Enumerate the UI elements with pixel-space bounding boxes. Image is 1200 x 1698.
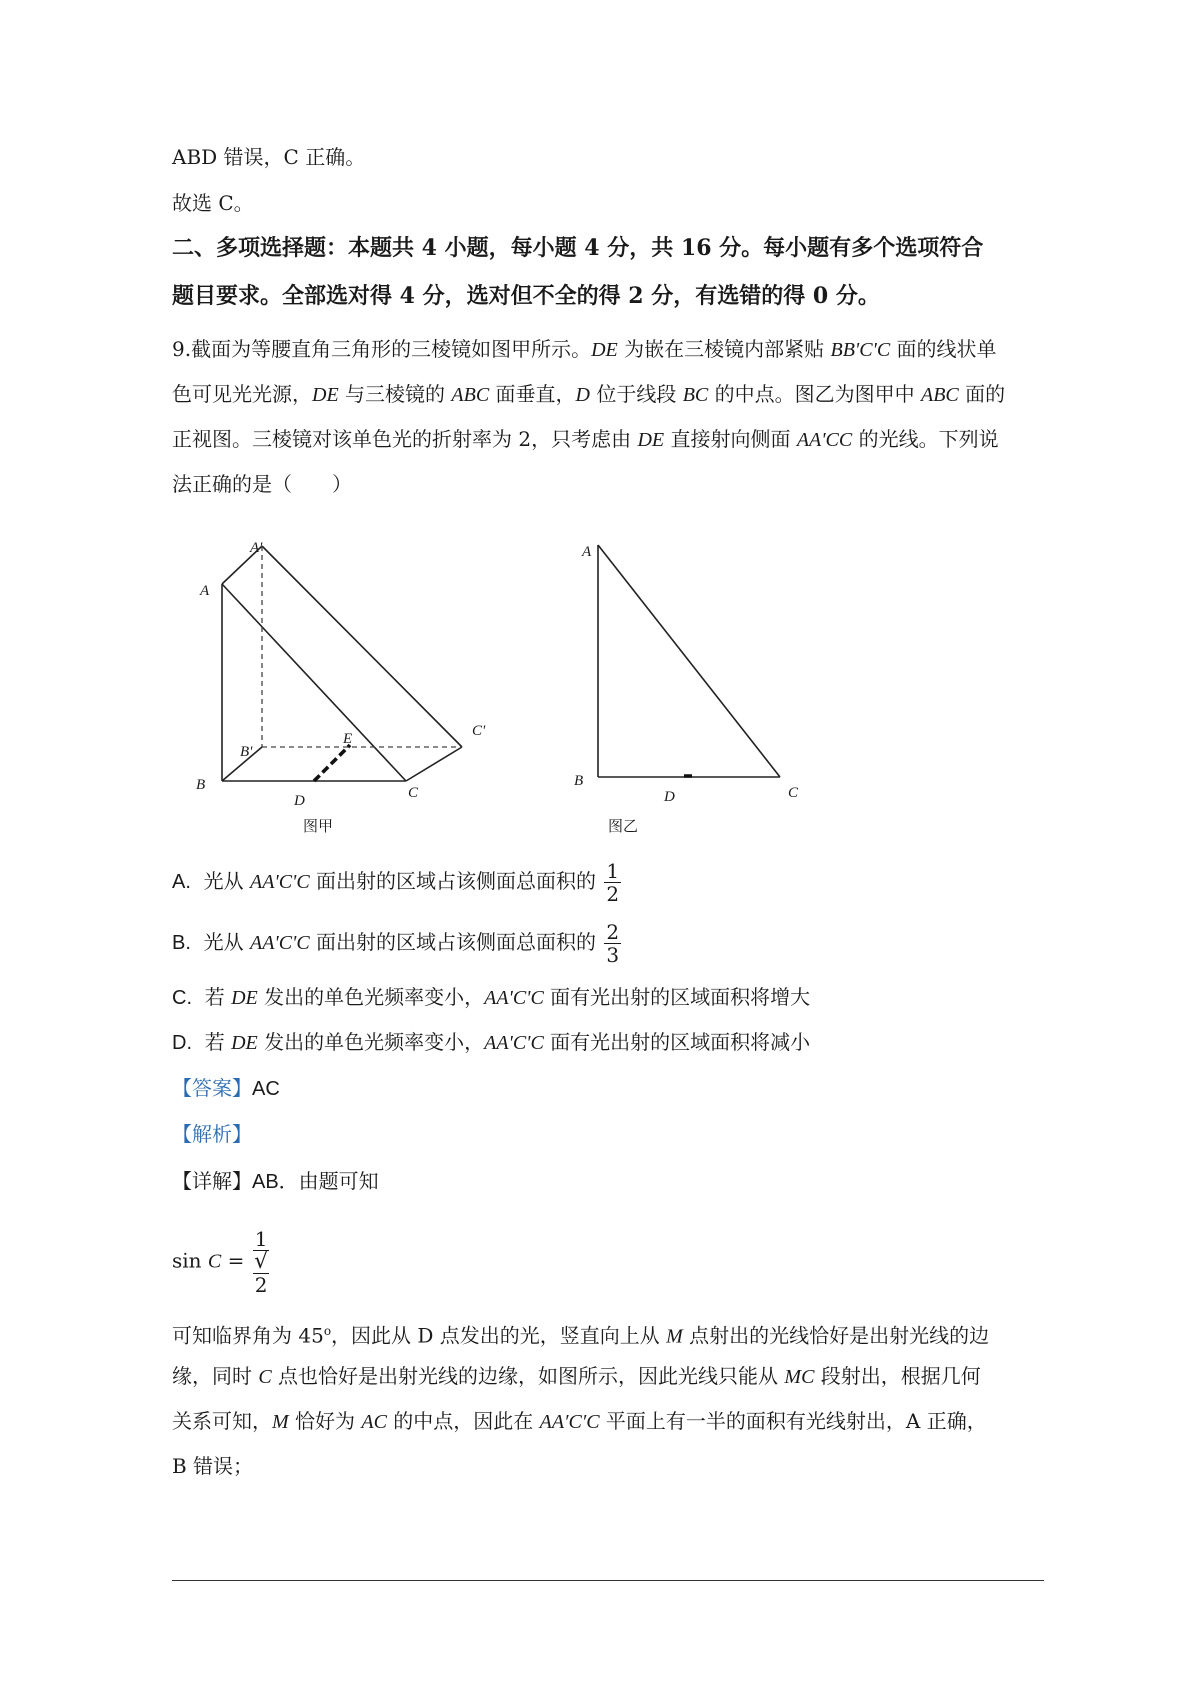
figure-prism-front-view: [560, 535, 820, 835]
fig1-label-d: D: [294, 793, 305, 809]
question-9-line3: 正视图。三棱镜对该单色光的折射率为 2，只考虑由 DE 直接射向侧面 AA'CC 的光线。下列说: [172, 427, 999, 451]
fig2-label-b: B: [574, 773, 584, 789]
option-d: D. 若 DE 发出的单色光频率变小，AA'C'C 面有光出射的区域面积将减小: [172, 1030, 811, 1054]
formula-sin-c: sin C = 1 √ 2: [172, 1227, 269, 1297]
fig1-label-a: A: [200, 583, 210, 599]
fig1-caption: 图甲: [303, 817, 334, 835]
paragraph-line4: B 错误；: [172, 1454, 254, 1478]
fig1-label-e: E: [343, 731, 353, 747]
fig2-label-a: A: [582, 544, 592, 560]
answer-line: 【答案】AC: [172, 1076, 280, 1100]
figure-prism-3d: [180, 535, 510, 835]
fig1-label-b-prime: B': [240, 744, 253, 760]
question-9-line4: 法正确的是（ ）: [172, 472, 352, 496]
detail-line: 【详解】AB．由题可知: [172, 1169, 379, 1193]
paragraph-line3: 关系可知，M 恰好为 AC 的中点，因此在 AA′C′C 平面上有一半的面积有光线射出，A 正确，: [172, 1409, 987, 1433]
section-heading-line1: 二、多项选择题：本题共 4 小题，每小题 4 分，共 16 分。每小题有多个选项符合: [172, 235, 984, 261]
paragraph-line2: 缘，同时 C 点也恰好是出射光线的边缘，如图所示，因此光线只能从 MC 段射出，根据几何: [172, 1364, 981, 1388]
fig1-label-a-prime: A': [250, 540, 263, 556]
fig2-label-c: C: [788, 785, 799, 801]
footer-divider: [172, 1580, 1044, 1581]
fig2-caption: 图乙: [608, 817, 639, 835]
option-c: C. 若 DE 发出的单色光频率变小，AA'C'C 面有光出射的区域面积将增大: [172, 985, 811, 1009]
option-a: A. 光从 AA'C'C 面出射的区域占该侧面总面积的 $\frac{1}{2}$: [172, 859, 620, 906]
fig2-label-d: D: [664, 789, 675, 805]
paragraph-line1: 可知临界角为 45$^o$，因此从 D 点发出的光，竖直向上从 M 点射出的光线恰好是出射光线的边: [172, 1323, 990, 1348]
question-9-line1: 9.截面为等腰直角三角形的三棱镜如图甲所示。DE 为嵌在三棱镜内部紧贴 BB'C'C 面的线状单: [172, 337, 997, 361]
fig1-label-b: B: [196, 777, 206, 793]
section-heading-line2: 题目要求。全部选对得 4 分，选对但不全的得 2 分，有选错的得 0 分。: [172, 283, 880, 309]
text-line-choice: 故选 C。: [172, 191, 254, 215]
analysis-tag: 【解析】: [172, 1122, 252, 1146]
option-b: B. 光从 AA'C'C 面出射的区域占该侧面总面积的 $\frac{2}{3}$: [172, 920, 620, 967]
fig1-label-c-prime: C': [472, 723, 486, 739]
question-9-line2: 色可见光光源，DE 与三棱镜的 ABC 面垂直，D 位于线段 BC 的中点。图乙为图甲中 ABC 面的: [172, 382, 1006, 406]
option-b-fraction: $\frac{2}{3}$: [606, 920, 620, 967]
option-a-fraction: $\frac{1}{2}$: [606, 859, 620, 906]
fig1-label-c: C: [408, 785, 419, 801]
text-line-abd: ABD 错误，C 正确。: [172, 145, 366, 169]
